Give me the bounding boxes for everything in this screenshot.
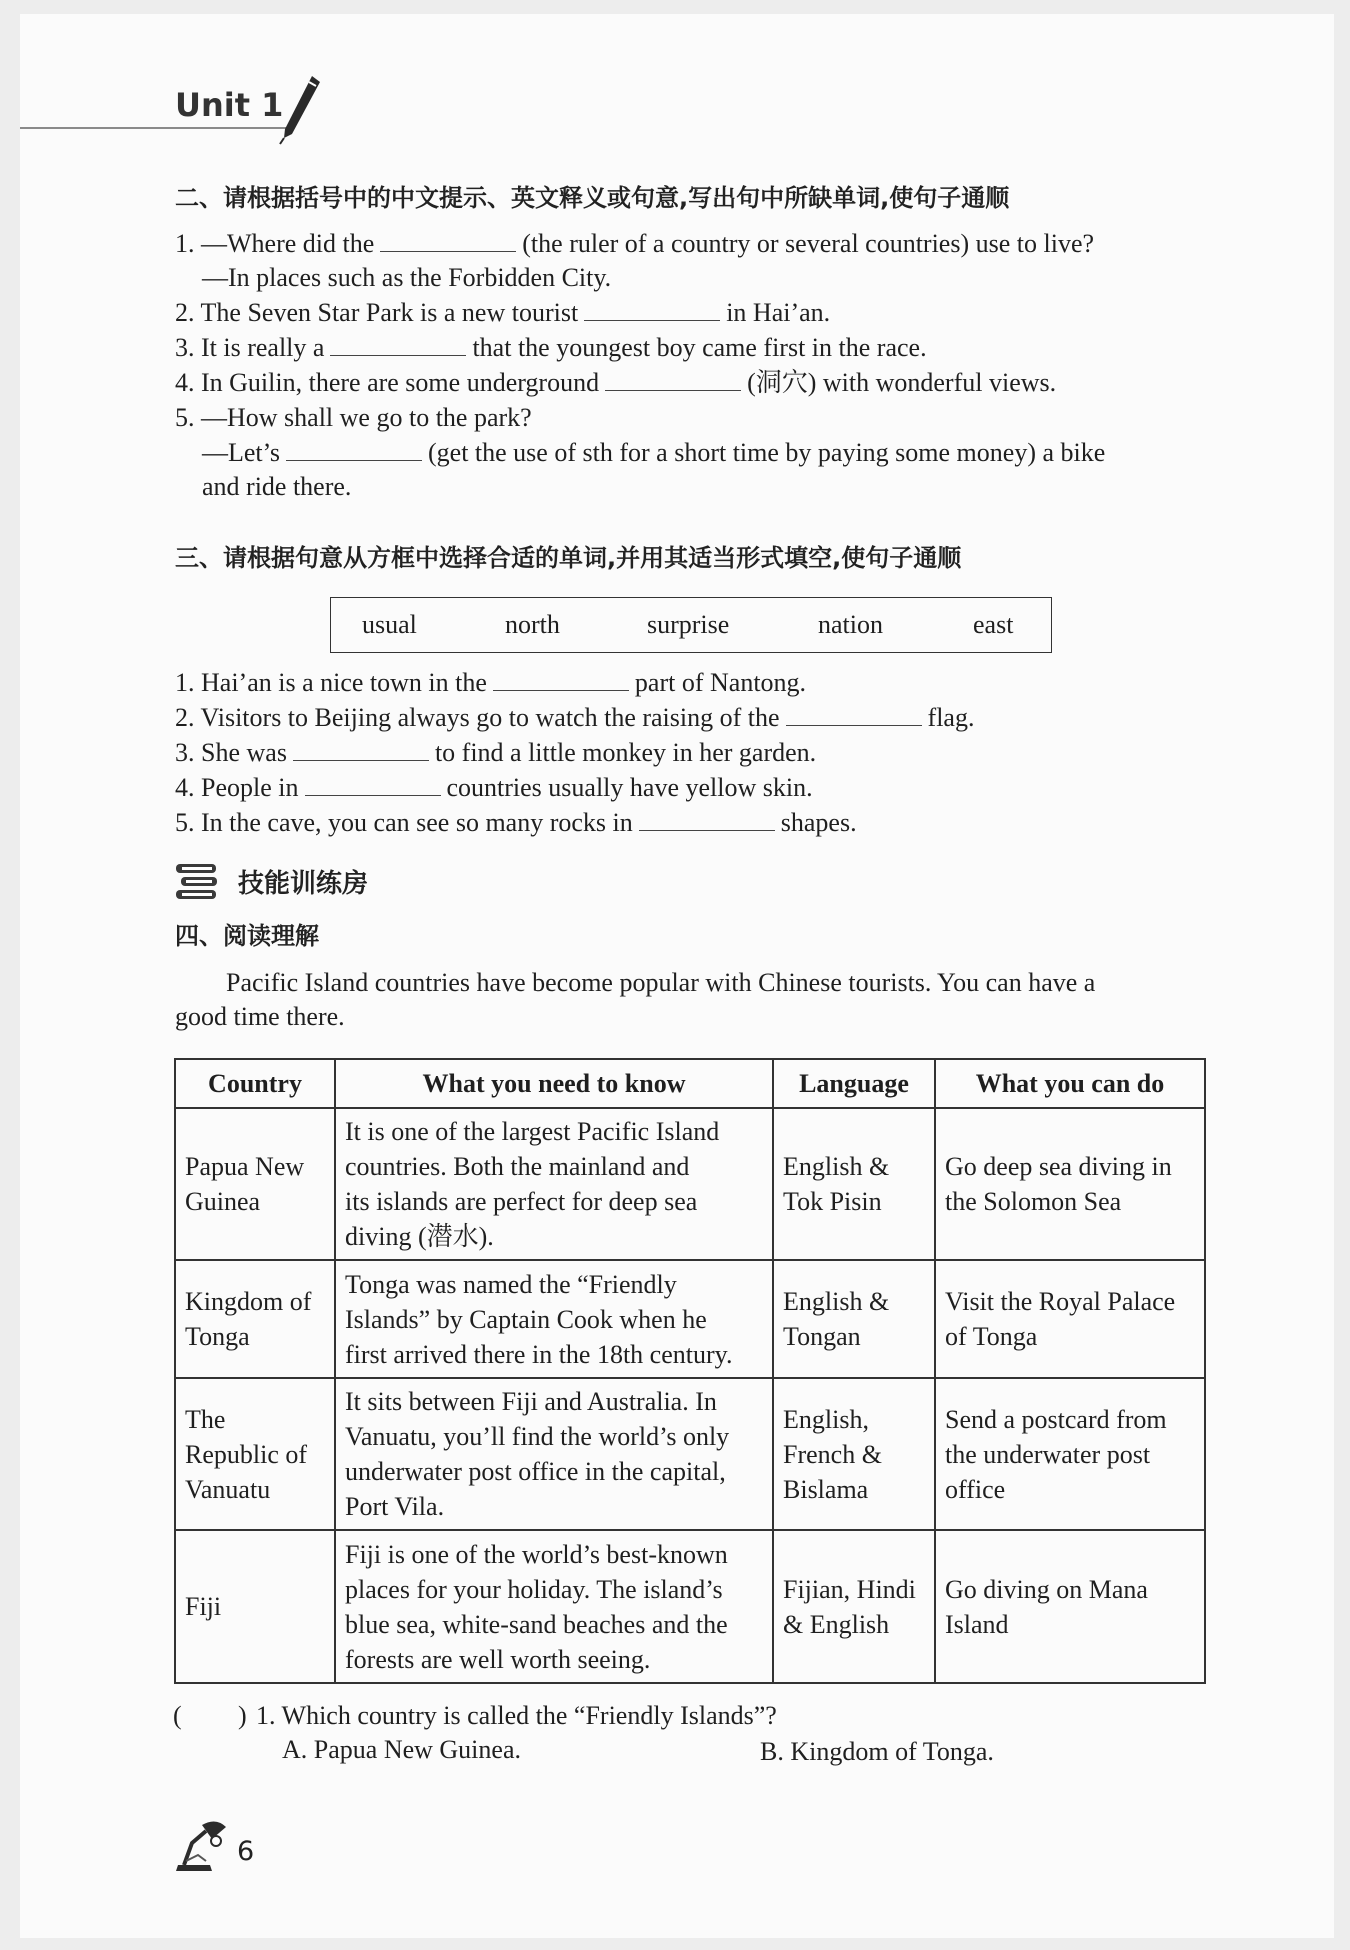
skills-title: 技能训练房: [238, 869, 369, 899]
table-cell: Go deep sea diving in the Solomon Sea: [935, 1108, 1205, 1260]
answer-blank[interactable]: [493, 666, 629, 691]
table-cell: The Republic of Vanuatu: [175, 1378, 335, 1530]
pen-icon: [278, 74, 322, 146]
table-cell: English, French & Bislama: [773, 1378, 935, 1530]
table-row: [175, 1108, 1205, 1260]
passage-line-2: good time there.: [175, 1002, 345, 1031]
table-cell: Fiji: [175, 1530, 335, 1683]
answer-blank[interactable]: [293, 736, 429, 761]
section2-q2: 2. The Seven Star Park is a new tourist in Hai’an.: [175, 298, 831, 327]
table-cell: Visit the Royal Palace of Tonga: [935, 1260, 1205, 1378]
section2-heading: 二、请根据括号中的中文提示、英文释义或句意,写出句中所缺单词,使句子通顺: [175, 184, 1010, 212]
table-cell: Papua New Guinea: [175, 1108, 335, 1260]
table-cell: Fijian, Hindi & English: [773, 1530, 935, 1683]
table-cell: Tonga was named the “Friendly Islands” by Captain Cook when he first arrived there in the 18th century.: [335, 1260, 773, 1378]
table-row: [175, 1378, 1205, 1530]
section3-q1: 1. Hai’an is a nice town in the part of Nantong.: [175, 668, 807, 697]
unit-title: Unit 1: [175, 86, 284, 124]
column-header: Country: [175, 1059, 335, 1108]
answer-paren-close: ): [238, 1701, 247, 1730]
answer-blank[interactable]: [786, 701, 922, 726]
table-cell: It is one of the largest Pacific Island countries. Both the mainland and its islands are perfect for deep sea diving (潜水).: [335, 1108, 773, 1260]
answer-blank[interactable]: [286, 436, 422, 461]
section2-q3: 3. It is really a that the youngest boy came first in the race.: [175, 333, 927, 362]
question-1: 1. Which country is called the “Friendly Islands”?: [256, 1701, 777, 1730]
answer-blank[interactable]: [605, 366, 741, 391]
section2-q5: 5. —How shall we go to the park?: [175, 403, 532, 432]
answer-blank[interactable]: [330, 331, 466, 356]
table-cell: It sits between Fiji and Australia. In Vanuatu, you’ll find the world’s only underwater post office in the capital, Port Vila.: [335, 1378, 773, 1530]
column-header: What you need to know: [335, 1059, 773, 1108]
section2-q1: 1. —Where did the (the ruler of a country or several countries) use to live?: [175, 229, 1095, 258]
table-row: [175, 1530, 1205, 1683]
section3-q3: 3. She was to find a little monkey in her garden.: [175, 738, 817, 767]
word-box: [330, 597, 1052, 653]
word-option: usual: [362, 610, 417, 639]
section3-heading: 三、请根据句意从方框中选择合适的单词,并用其适当形式填空,使句子通顺: [175, 544, 962, 572]
word-option: surprise: [647, 610, 730, 639]
table-cell: Go diving on Mana Island: [935, 1530, 1205, 1683]
section2-q5-continuation: and ride there.: [202, 472, 352, 501]
header-rule: [20, 127, 290, 129]
table-cell: Fiji is one of the world’s best-known places for your holiday. The island’s blue sea, white-sand beaches and the forests are well worth seeing.: [335, 1530, 773, 1683]
answer-blank[interactable]: [380, 227, 516, 252]
option-a: A. Papua New Guinea.: [282, 1735, 521, 1764]
answer-blank[interactable]: [639, 806, 775, 831]
answer-blank[interactable]: [584, 296, 720, 321]
option-b: B. Kingdom of Tonga.: [760, 1737, 994, 1766]
section3-q2: 2. Visitors to Beijing always go to watch the raising of the flag.: [175, 703, 975, 732]
table-row: [175, 1260, 1205, 1378]
answer-paren-open[interactable]: (: [173, 1701, 182, 1730]
word-option: north: [505, 610, 560, 639]
table-cell: English & Tok Pisin: [773, 1108, 935, 1260]
section2-q5-answer: —Let’s (get the use of sth for a short time by paying some money) a bike: [202, 438, 1106, 467]
reading-lamp-icon: [172, 1817, 234, 1873]
section2-q1-answer: —In places such as the Forbidden City.: [202, 263, 612, 292]
word-option: nation: [818, 610, 883, 639]
word-option: east: [973, 610, 1014, 639]
book-stack-icon: [174, 862, 220, 902]
table-cell: Send a postcard from the underwater post office: [935, 1378, 1205, 1530]
section2-q4: 4. In Guilin, there are some underground (洞穴) with wonderful views.: [175, 368, 1057, 397]
column-header: Language: [773, 1059, 935, 1108]
column-header: What you can do: [935, 1059, 1205, 1108]
page-number: 6: [237, 1836, 255, 1867]
country-info-table: [174, 1058, 1206, 1684]
section3-q5: 5. In the cave, you can see so many rocks in shapes.: [175, 808, 857, 837]
table-cell: English & Tongan: [773, 1260, 935, 1378]
table-cell: Kingdom of Tonga: [175, 1260, 335, 1378]
section4-heading: 四、阅读理解: [175, 922, 319, 950]
table-header-row: [175, 1059, 1205, 1108]
passage-line-1: Pacific Island countries have become popular with Chinese tourists. You can have a: [226, 968, 1096, 997]
section3-q4: 4. People in countries usually have yellow skin.: [175, 773, 813, 802]
answer-blank[interactable]: [305, 771, 441, 796]
